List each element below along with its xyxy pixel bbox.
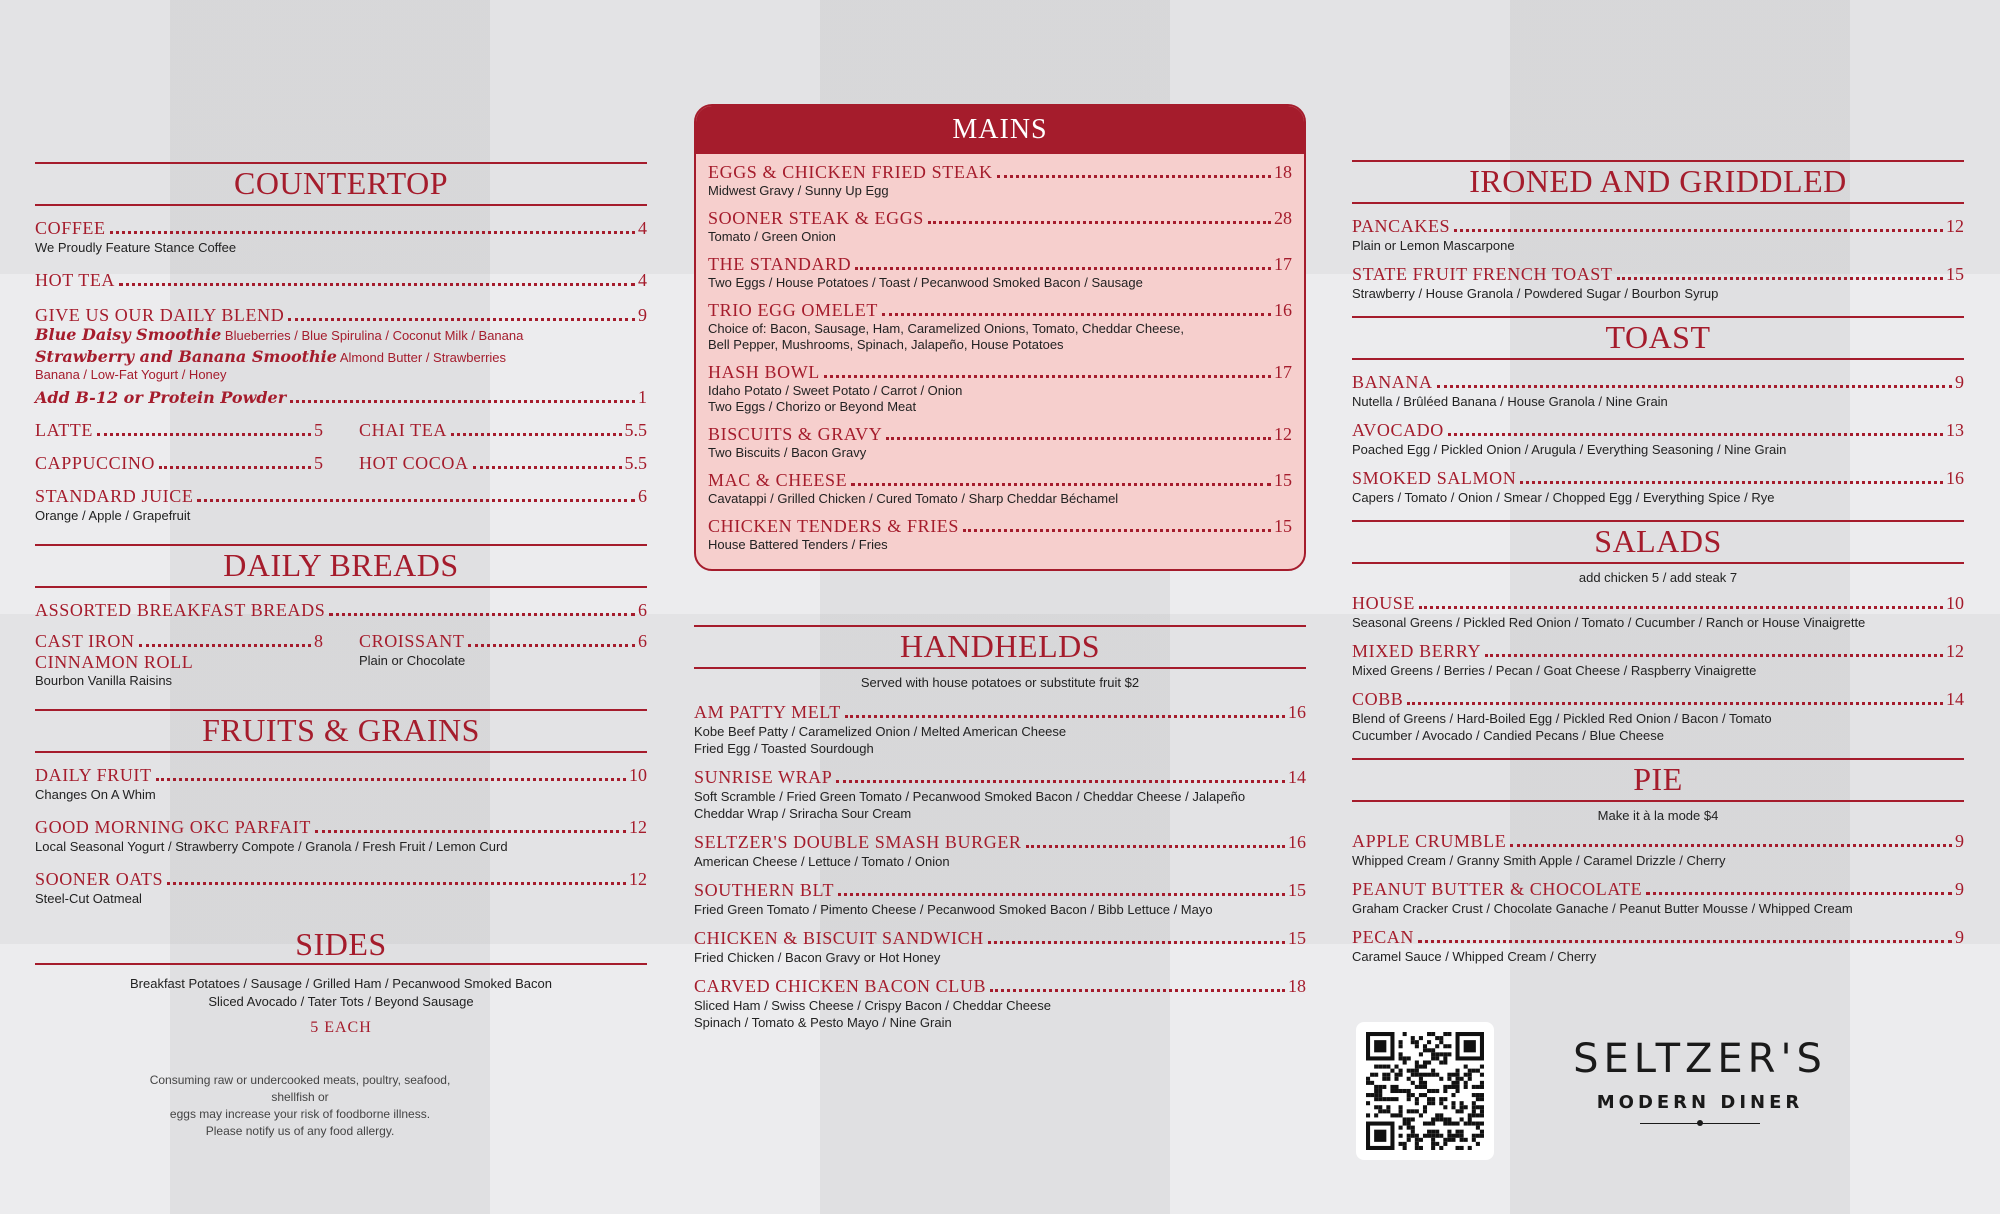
item-price: 28 (1274, 208, 1292, 228)
menu-item (1352, 879, 1964, 917)
item-price: 12 (1946, 216, 1964, 236)
toast-list (1352, 372, 1964, 506)
menu-item (708, 362, 1292, 415)
menu-item (708, 162, 1292, 199)
item-price: 16 (1274, 300, 1292, 320)
sides-price: 5 EACH (310, 1019, 372, 1036)
menu-item (35, 817, 647, 855)
item-name: TRIO EGG OMELET (708, 300, 878, 320)
menu-item (35, 600, 647, 621)
item-name: CINNAMON ROLL (35, 652, 194, 672)
qr-code[interactable] (1356, 1022, 1494, 1160)
menu-item (708, 300, 1292, 353)
item-desc: Blend of Greens / Hard-Boiled Egg / Pickled Red Onion / Bacon / Tomato (1352, 711, 1772, 726)
handhelds-title: HANDHELDS (694, 625, 1306, 669)
item-price: 9 (1955, 927, 1964, 947)
disclaimer-line: Consuming raw or undercooked meats, poultry, seafood, shellfish or (149, 1073, 451, 1104)
item-price: 14 (1288, 767, 1306, 787)
menu-item (35, 420, 323, 441)
item-price: 5.5 (624, 420, 647, 440)
item-price: 17 (1274, 362, 1292, 382)
item-price: 9 (638, 305, 647, 325)
item-name: CHAI TEA (359, 420, 447, 440)
menu-item (1352, 641, 1964, 679)
item-name: HOUSE (1352, 593, 1416, 613)
item-price: 6 (638, 631, 647, 651)
sides-line: Breakfast Potatoes / Sausage / Grilled Ham / Pecanwood Smoked Bacon (129, 976, 552, 991)
smoothie-name: Blue Daisy Smoothie (35, 325, 222, 344)
item-price: 5 (314, 453, 323, 473)
smoothie-name: Strawberry and Banana Smoothie (35, 347, 337, 366)
mains-box (694, 104, 1306, 571)
item-desc: Sliced Ham / Swiss Cheese / Crispy Bacon / Cheddar Cheese (694, 998, 1051, 1013)
item-desc: Plain or Chocolate (359, 653, 466, 668)
left-column (35, 0, 647, 1037)
item-desc: Two Biscuits / Bacon Gravy (708, 445, 867, 460)
item-desc: Cavatappi / Grilled Chicken / Cured Tomato / Sharp Cheddar Béchamel (708, 491, 1119, 506)
item-name: ASSORTED BREAKFAST BREADS (35, 600, 326, 620)
menu-item (708, 470, 1292, 507)
item-desc: Mixed Greens / Berries / Pecan / Goat Cheese / Raspberry Vinaigrette (1352, 663, 1757, 678)
item-desc: We Proudly Feature Stance Coffee (35, 240, 237, 255)
item-desc: Graham Cracker Crust / Chocolate Ganache / Peanut Butter Mousse / Whipped Cream (1352, 901, 1853, 916)
menu-item (35, 218, 647, 256)
sides-list (35, 975, 647, 1011)
menu-item (35, 631, 323, 689)
mains-list (696, 154, 1304, 569)
countertop-title: COUNTERTOP (35, 162, 647, 206)
item-name: STATE FRUIT FRENCH TOAST (1352, 264, 1613, 284)
item-price: 12 (629, 869, 647, 889)
item-desc: Kobe Beef Patty / Caramelized Onion / Melted American Cheese (694, 724, 1067, 739)
item-name: HOT TEA (35, 270, 116, 290)
disclaimer-line: Please notify us of any food allergy. (205, 1124, 395, 1138)
item-name: BISCUITS & GRAVY (708, 424, 883, 444)
smoothie-desc: Blueberries / Blue Spirulina / Coconut Milk / Banana (224, 328, 524, 343)
menu-item (359, 420, 647, 441)
item-name: SMOKED SALMON (1352, 468, 1517, 488)
item-price: 15 (1288, 880, 1306, 900)
pie-title: PIE (1352, 758, 1964, 802)
handhelds-list (694, 702, 1306, 1031)
item-name: GIVE US OUR DAILY BLEND (35, 305, 285, 325)
item-desc: Bourbon Vanilla Raisins (35, 673, 173, 688)
menu-item (35, 270, 647, 291)
item-price: 15 (1946, 264, 1964, 284)
item-desc: Cucumber / Avocado / Candied Pecans / Blue Cheese (1352, 728, 1664, 743)
item-name: SUNRISE WRAP (694, 767, 833, 787)
item-desc: Strawberry / House Granola / Powdered Sugar / Bourbon Syrup (1352, 286, 1719, 301)
item-price: 9 (1955, 879, 1964, 899)
drinks-grid (35, 420, 647, 474)
item-name: CROISSANT (359, 631, 465, 651)
item-desc: Nutella / Brûléed Banana / House Granola / Nine Grain (1352, 394, 1668, 409)
item-name: CAST IRON (35, 631, 135, 651)
menu-item (35, 453, 323, 474)
item-name: CHICKEN TENDERS & FRIES (708, 516, 959, 536)
item-desc: Fried Green Tomato / Pimento Cheese / Pecanwood Smoked Bacon / Bibb Lettuce / Mayo (694, 902, 1213, 917)
menu-item (694, 928, 1306, 966)
breads-grid (35, 631, 647, 689)
item-price: 10 (629, 765, 647, 785)
griddled-title: IRONED AND GRIDDLED (1352, 160, 1964, 204)
menu-item (694, 767, 1306, 822)
item-price: 5 (314, 420, 323, 440)
menu-item (694, 832, 1306, 870)
item-desc: Caramel Sauce / Whipped Cream / Cherry (1352, 949, 1597, 964)
item-name: SELTZER'S DOUBLE SMASH BURGER (694, 832, 1022, 852)
item-name: BANANA (1352, 372, 1433, 392)
griddled-list (1352, 216, 1964, 302)
item-price: 15 (1274, 516, 1292, 536)
item-price: 15 (1288, 928, 1306, 948)
item-price: 8 (314, 631, 323, 651)
item-price: 4 (638, 218, 647, 238)
menu-item (708, 424, 1292, 461)
item-name: CARVED CHICKEN BACON CLUB (694, 976, 987, 996)
item-name: MIXED BERRY (1352, 641, 1482, 661)
salads-title: SALADS (1352, 520, 1964, 564)
item-price: 18 (1288, 976, 1306, 996)
item-price: 12 (1946, 641, 1964, 661)
item-price: 16 (1288, 832, 1306, 852)
item-desc: Orange / Apple / Grapefruit (35, 508, 191, 523)
right-column (1352, 0, 1964, 965)
item-name: APPLE CRUMBLE (1352, 831, 1507, 851)
item-name: PANCAKES (1352, 216, 1451, 236)
item-name: AVOCADO (1352, 420, 1444, 440)
item-desc: Poached Egg / Pickled Onion / Arugula / Everything Seasoning / Nine Grain (1352, 442, 1787, 457)
item-price: 6 (638, 600, 647, 620)
breads-title: DAILY BREADS (35, 544, 647, 588)
item-name: CHICKEN & BISCUIT SANDWICH (694, 928, 984, 948)
item-name: DAILY FRUIT (35, 765, 152, 785)
menu-item (1352, 689, 1964, 744)
item-desc: Cheddar Wrap / Sriracha Sour Cream (694, 806, 912, 821)
item-price: 12 (1274, 424, 1292, 444)
item-desc: Bell Pepper, Mushrooms, Spinach, Jalapeño, House Potatoes (708, 337, 1064, 352)
item-price: 13 (1946, 420, 1964, 440)
menu-item (35, 765, 647, 803)
add-on-line (35, 387, 647, 408)
menu-item (694, 702, 1306, 757)
item-name: PEANUT BUTTER & CHOCOLATE (1352, 879, 1643, 899)
handhelds-subtitle: Served with house potatoes or substitute fruit $2 (860, 675, 1140, 690)
item-desc: Two Eggs / Chorizo or Beyond Meat (708, 399, 917, 414)
item-price: 14 (1946, 689, 1964, 709)
salads-list (1352, 593, 1964, 744)
item-desc: Plain or Lemon Mascarpone (1352, 238, 1515, 253)
add-on-name: Add B-12 or Protein Powder (35, 388, 287, 407)
menu-item (708, 516, 1292, 553)
item-name: AM PATTY MELT (694, 702, 841, 722)
item-desc: Capers / Tomato / Onion / Smear / Chopped Egg / Everything Spice / Rye (1352, 490, 1775, 505)
menu-item (359, 453, 647, 474)
brand-divider (1640, 1123, 1760, 1124)
item-price: 18 (1274, 162, 1292, 182)
salads-subtitle: add chicken 5 / add steak 7 (1578, 570, 1738, 585)
disclaimer-line: eggs may increase your risk of foodborne illness. (169, 1107, 431, 1121)
menu-item (708, 254, 1292, 291)
menu-item (35, 486, 647, 524)
item-price: 15 (1274, 470, 1292, 490)
pie-list (1352, 831, 1964, 965)
brand-name: SELTZER'S (1573, 1036, 1827, 1082)
sides-title: SIDES (35, 927, 647, 965)
menu-item (708, 208, 1292, 245)
item-desc: Midwest Gravy / Sunny Up Egg (708, 183, 889, 198)
item-desc: Changes On A Whim (35, 787, 156, 802)
toast-title: TOAST (1352, 316, 1964, 360)
menu-item (1352, 927, 1964, 965)
item-desc: Idaho Potato / Sweet Potato / Carrot / Onion (708, 383, 963, 398)
item-price: 5.5 (624, 453, 647, 473)
menu-item (1352, 831, 1964, 869)
item-price: 4 (638, 270, 647, 290)
item-price: 9 (1955, 372, 1964, 392)
menu-item (694, 880, 1306, 918)
item-desc: Fried Egg / Toasted Sourdough (694, 741, 874, 756)
menu-item (1352, 264, 1964, 302)
item-desc: Fried Chicken / Bacon Gravy or Hot Honey (694, 950, 941, 965)
item-name: COFFEE (35, 218, 106, 238)
item-price: 12 (629, 817, 647, 837)
item-name: HASH BOWL (708, 362, 820, 382)
menu-item (35, 869, 647, 907)
item-desc: Whipped Cream / Granny Smith Apple / Caramel Drizzle / Cherry (1352, 853, 1726, 868)
item-name: COBB (1352, 689, 1404, 709)
item-desc: Local Seasonal Yogurt / Strawberry Compote / Granola / Fresh Fruit / Lemon Curd (35, 839, 508, 854)
item-name: STANDARD JUICE (35, 486, 194, 506)
item-price: 10 (1946, 593, 1964, 613)
smoothie-desc: Banana / Low-Fat Yogurt / Honey (35, 367, 227, 382)
menu-item (1352, 372, 1964, 410)
item-name: SOUTHERN BLT (694, 880, 835, 900)
item-desc: Spinach / Tomato & Pesto Mayo / Nine Grain (694, 1015, 952, 1030)
item-desc: Steel-Cut Oatmeal (35, 891, 142, 906)
smoothie-line (35, 326, 647, 344)
item-name: MAC & CHEESE (708, 470, 848, 490)
item-desc: House Battered Tenders / Fries (708, 537, 888, 552)
menu-item (1352, 420, 1964, 458)
item-name: HOT COCOA (359, 453, 469, 473)
qr-code-icon (1366, 1032, 1484, 1150)
item-desc: American Cheese / Lettuce / Tomato / Onion (694, 854, 950, 869)
pie-subtitle: Make it à la mode $4 (1597, 808, 1719, 823)
item-name: CAPPUCCINO (35, 453, 156, 473)
fruits-title: FRUITS & GRAINS (35, 709, 647, 753)
item-name: EGGS & CHICKEN FRIED STEAK (708, 162, 993, 182)
item-name: PECAN (1352, 927, 1415, 947)
item-name: SOONER STEAK & EGGS (708, 208, 924, 228)
item-name: SOONER OATS (35, 869, 164, 889)
item-desc: Tomato / Green Onion (708, 229, 836, 244)
allergy-disclaimer (140, 1072, 460, 1140)
item-price: 1 (638, 387, 647, 407)
middle-column (694, 0, 1306, 1031)
menu-item (1352, 216, 1964, 254)
item-name: THE STANDARD (708, 254, 852, 274)
menu-item (35, 305, 647, 408)
item-price: 16 (1288, 702, 1306, 722)
brand-logo (1540, 1036, 1860, 1124)
mains-title: MAINS (696, 106, 1304, 154)
item-name: GOOD MORNING OKC PARFAIT (35, 817, 311, 837)
item-desc: Choice of: Bacon, Sausage, Ham, Caramelized Onions, Tomato, Cheddar Cheese, (708, 321, 1184, 336)
item-desc: Soft Scramble / Fried Green Tomato / Pecanwood Smoked Bacon / Cheddar Cheese / Jalapeño (694, 789, 1246, 804)
item-desc: Seasonal Greens / Pickled Red Onion / Tomato / Cucumber / Ranch or House Vinaigrette (1352, 615, 1866, 630)
smoothie-line (35, 348, 647, 366)
item-price: 16 (1946, 468, 1964, 488)
sides-line: Sliced Avocado / Tater Tots / Beyond Sausage (208, 994, 474, 1009)
item-price: 9 (1955, 831, 1964, 851)
menu-item (1352, 468, 1964, 506)
smoothie-desc: Almond Butter / Strawberries (339, 350, 507, 365)
item-name: LATTE (35, 420, 93, 440)
menu-item (1352, 593, 1964, 631)
item-desc: Two Eggs / House Potatoes / Toast / Pecanwood Smoked Bacon / Sausage (708, 275, 1143, 290)
menu-item (359, 631, 647, 689)
menu-item (694, 976, 1306, 1031)
item-price: 6 (638, 486, 647, 506)
brand-subtitle: MODERN DINER (1596, 1092, 1804, 1113)
item-price: 17 (1274, 254, 1292, 274)
